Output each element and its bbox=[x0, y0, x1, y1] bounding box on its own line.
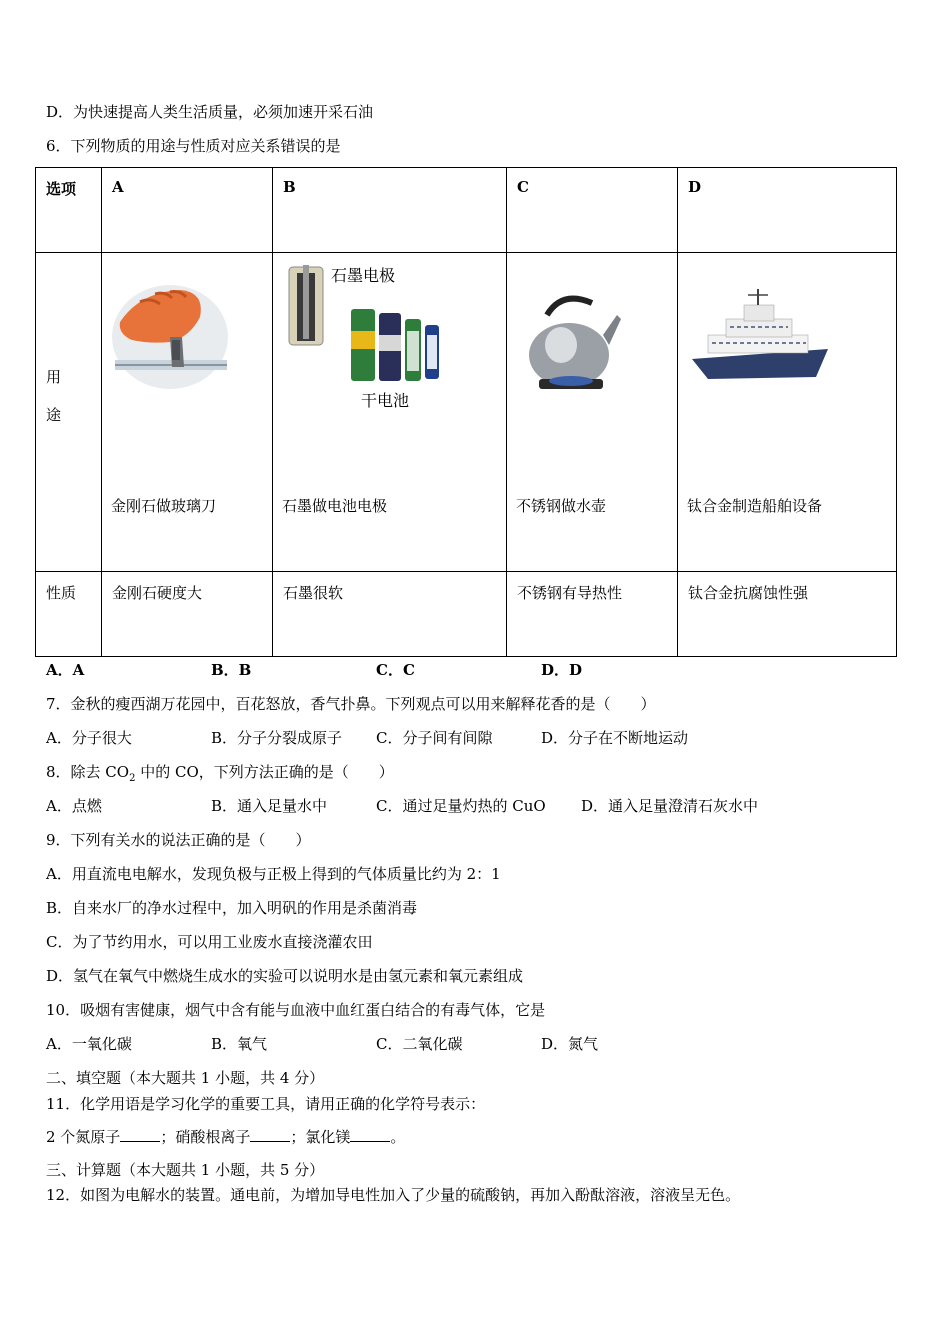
header-a: A bbox=[112, 178, 124, 196]
header-b: B bbox=[283, 178, 296, 196]
q6-table bbox=[35, 167, 897, 657]
q10-stem: 10．吸烟有害健康，烟气中含有能与血液中血红蛋白结合的有毒气体，它是 bbox=[46, 1001, 546, 1019]
q8-option-d: D．通入足量澄清石灰水中 bbox=[581, 797, 759, 815]
use-label bbox=[46, 358, 61, 434]
q8-option-a: A．点燃 bbox=[46, 797, 102, 815]
header-c: C bbox=[517, 178, 529, 196]
use-d: 钛合金制造船舶设备 bbox=[687, 497, 823, 515]
use-label-char-2: 途 bbox=[46, 406, 62, 424]
q7-option-b: B．分子分裂成原子 bbox=[211, 729, 343, 747]
q8-stem-part1: 8．除去 CO bbox=[46, 763, 130, 781]
q11-stem: 11．化学用语是学习化学的重要工具，请用正确的化学符号表示： bbox=[46, 1095, 486, 1113]
use-a: 金刚石做玻璃刀 bbox=[111, 497, 217, 515]
prop-c: 不锈钢有导热性 bbox=[517, 584, 623, 602]
header-d: D bbox=[688, 178, 702, 196]
q7-stem: 7．金秋的瘦西湖万花园中，百花怒放，香气扑鼻。下列观点可以用来解释花香的是（ ） bbox=[46, 695, 656, 713]
q6-option-d: D．D bbox=[541, 661, 583, 679]
q11-part2: ；硝酸根离子 bbox=[160, 1128, 251, 1146]
prop-label: 性质 bbox=[46, 584, 77, 602]
q7-option-c: C．分子间有间隙 bbox=[376, 729, 493, 747]
prop-a: 金刚石硬度大 bbox=[112, 584, 203, 602]
q6-option-b: B．B bbox=[211, 661, 252, 679]
q12-stem: 12．如图为电解水的装置。通电前，为增加导电性加入了少量的硫酸钠，再加入酚酞溶液，溶液呈无色。 bbox=[46, 1186, 741, 1204]
q7-option-d: D．分子在不断地运动 bbox=[541, 729, 689, 747]
dry-cell-label: 干电池 bbox=[361, 391, 410, 410]
q10-option-b: B．氧气 bbox=[211, 1035, 268, 1053]
q11-part1: 2 个氮原子 bbox=[46, 1128, 121, 1146]
prop-d: 钛合金抗腐蚀性强 bbox=[688, 584, 809, 602]
q8-stem-subscript: 2 bbox=[129, 773, 136, 784]
section-2-heading: 二、填空题（本大题共 1 小题，共 4 分） bbox=[46, 1069, 325, 1087]
q9-option-d: D．氢气在氧气中燃烧生成水的实验可以说明水是由氢元素和氧元素组成 bbox=[46, 967, 524, 985]
prop-b: 石墨很软 bbox=[283, 584, 344, 602]
q8-stem-part2: 中的 CO，下列方法正确的是（ ） bbox=[135, 763, 394, 781]
q10-option-d: D．氮气 bbox=[541, 1035, 599, 1053]
q8-option-c: C．通过足量灼热的 CuO bbox=[376, 797, 546, 815]
q9-stem: 9．下列有关水的说法正确的是（ ） bbox=[46, 831, 311, 849]
q9-option-b: B．自来水厂的净水过程中，加入明矾的作用是杀菌消毒 bbox=[46, 899, 418, 917]
q7-option-a: A．分子很大 bbox=[46, 729, 132, 747]
q11-blank-1[interactable] bbox=[120, 1127, 160, 1142]
q6-option-a: A．A bbox=[46, 661, 85, 679]
q10-option-a: A．一氧化碳 bbox=[46, 1035, 132, 1053]
use-b: 石墨做电池电极 bbox=[282, 497, 388, 515]
q6-option-c: C．C bbox=[376, 661, 415, 679]
header-option: 选项 bbox=[46, 180, 77, 198]
ship-image bbox=[688, 287, 838, 392]
use-c: 不锈钢做水壶 bbox=[516, 497, 607, 515]
q11-answer-line bbox=[46, 1127, 405, 1147]
q11-blank-3[interactable] bbox=[350, 1127, 390, 1142]
section-3-heading: 三、计算题（本大题共 1 小题，共 5 分） bbox=[46, 1161, 325, 1179]
q11-blank-2[interactable] bbox=[250, 1127, 290, 1142]
graphite-electrode-label: 石墨电极 bbox=[331, 266, 396, 285]
q8-option-b: B．通入足量水中 bbox=[211, 797, 328, 815]
q9-option-c: C．为了节约用水，可以用工业废水直接浇灌农田 bbox=[46, 933, 373, 951]
q8-stem bbox=[46, 762, 394, 789]
q9-option-a: A．用直流电电解水，发现负极与正极上得到的气体质量比约为 2：1 bbox=[46, 865, 501, 883]
q6-stem: 6．下列物质的用途与性质对应关系错误的是 bbox=[46, 137, 341, 155]
q11-part3: ；氯化镁 bbox=[290, 1128, 351, 1146]
use-label-char-1: 用 bbox=[46, 368, 62, 386]
q10-option-c: C．二氧化碳 bbox=[376, 1035, 463, 1053]
glass-cutter-image bbox=[110, 282, 230, 392]
q11-part4: 。 bbox=[390, 1128, 406, 1146]
kettle-image bbox=[517, 285, 627, 395]
q5-option-d: D．为快速提高人类生活质量，必须加速开采石油 bbox=[46, 103, 374, 121]
